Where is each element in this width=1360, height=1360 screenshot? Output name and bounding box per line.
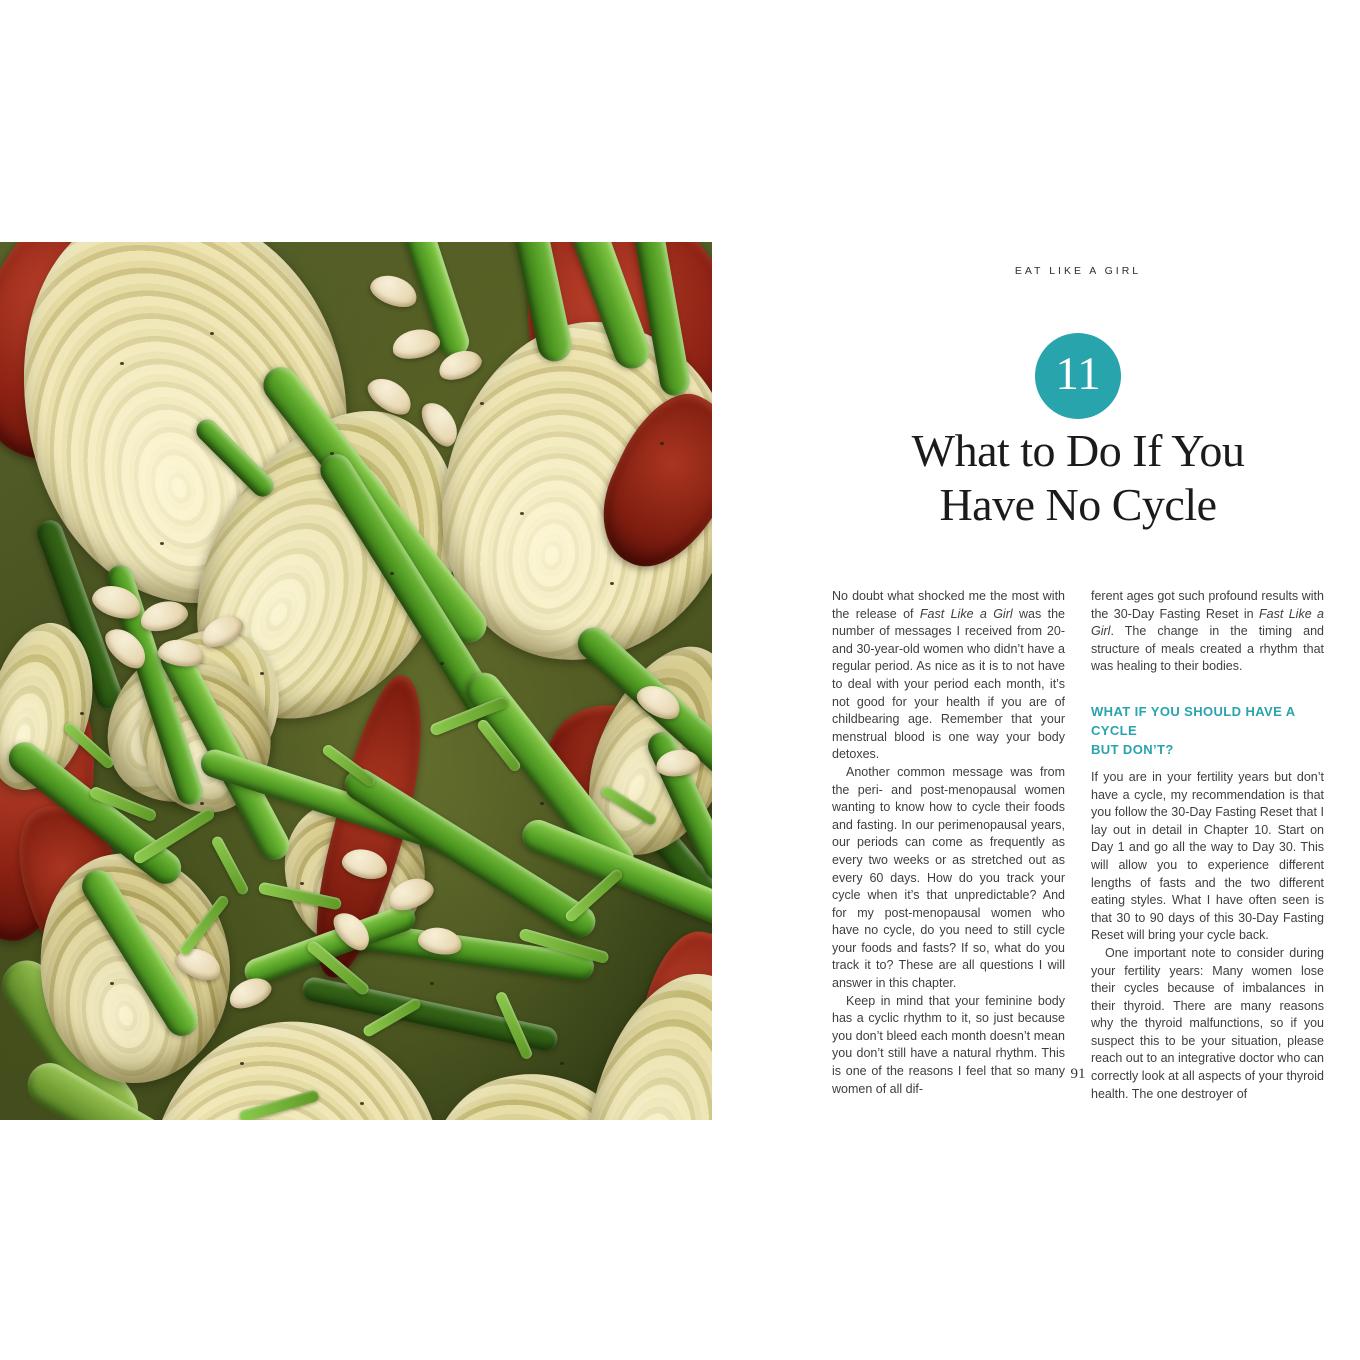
body-text-columns bbox=[832, 588, 1324, 1103]
paragraph bbox=[1091, 588, 1324, 676]
paragraph-text: . The change in the timing and structure of meals created a rhythm that was healing to their bodies. bbox=[1091, 624, 1324, 674]
pepper-speck bbox=[110, 982, 114, 985]
paragraph bbox=[832, 588, 1065, 764]
pepper-speck bbox=[520, 512, 524, 515]
chapter-title-line2: Have No Cycle bbox=[939, 479, 1217, 530]
pepper-speck bbox=[160, 542, 164, 545]
section-heading-line1: WHAT IF YOU SHOULD HAVE A CYCLE bbox=[1091, 703, 1296, 738]
paragraph: One important note to consider during your fertility years: Many women lose their cycles because of imbalances in their thyroid. There are many reasons why the thyroid malfunctions, so if you suspect this to be your situation, please reach out to an integrative doctor who can correctly look at all aspects of your thyroid health. The one destroyer of bbox=[1091, 945, 1324, 1101]
right-text-column bbox=[1091, 588, 1324, 1103]
paragraph-text: ferent ages got such profound results with the 30-Day Fasting Reset in bbox=[1091, 589, 1324, 621]
pepper-speck bbox=[480, 402, 484, 405]
chapter-title-line1: What to Do If You bbox=[911, 425, 1245, 476]
pepper-speck bbox=[660, 442, 664, 445]
book-title-italic: Fast Like a Girl bbox=[919, 606, 1013, 621]
pepper-speck bbox=[540, 802, 544, 805]
pepper-speck bbox=[360, 1102, 364, 1105]
page-number: 91 bbox=[1070, 1066, 1086, 1082]
pepper-speck bbox=[390, 572, 394, 575]
book-page bbox=[832, 0, 1324, 1360]
section-heading-line2: BUT DON’T? bbox=[1091, 741, 1174, 757]
left-text-column bbox=[832, 588, 1065, 1103]
pepper-speck bbox=[210, 332, 214, 335]
book-title-italic: Fast Like a Girl bbox=[1091, 606, 1324, 639]
paragraph-text: was the number of messages I received from 20- and 30-year-old women who didn’t have a regular period. As nice as it is to not have to deal with your period each month, it’s not good for your health if you are of childbearing age. Remember that your menstrual blood is one way your body detoxes. bbox=[832, 606, 1065, 762]
pepper-speck bbox=[80, 712, 84, 715]
paragraph: Another common message was from the peri- and post-menopausal women wanting to know how to cycle their foods and fasting. In our perimenopausal years, our periods can come as frequently as every two weeks or as stretched out as every 60 days. How do you track your cycle when it’s that unpredictable? And for my post-menopausal women who have no cycle, do you need to still cycle your foods and fasts? If so, what do you track it to? These are all questions I will answer in this chapter. bbox=[832, 764, 1065, 991]
paragraph-text: No doubt what shocked me the most with the release of bbox=[832, 589, 1065, 621]
paragraph: If you are in your fertility years but don’t have a cycle, my recommendation is that you follow the 30-Day Fasting Reset that I lay out in detail in Chapter 10. Start on Day 1 and go all the way to Day 30. This will allow you to experience different lengths of fasts and the two different eating styles. What I have often seen is that 30 to 90 days of this 30-Day Fasting Reset will bring your cycle back. bbox=[1091, 769, 1324, 943]
pepper-speck bbox=[260, 672, 264, 675]
salad-photo bbox=[0, 242, 712, 1120]
running-head: EAT LIKE A GIRL bbox=[1014, 265, 1142, 277]
pepper-speck bbox=[430, 982, 434, 985]
chapter-title bbox=[812, 424, 1344, 532]
pepper-speck bbox=[330, 452, 334, 455]
chapter-number: 11 bbox=[1055, 347, 1101, 400]
paragraph: Keep in mind that your feminine body has a cyclic rhythm to it, so just because you don’t bleed each month doesn’t mean you don’t still have a natural rhythm. This is one of the reasons I feel that so many women of all dif- bbox=[832, 993, 1065, 1096]
pepper-speck bbox=[560, 1062, 564, 1065]
pepper-speck bbox=[120, 362, 124, 365]
pepper-speck bbox=[440, 662, 444, 665]
pepper-speck bbox=[240, 1062, 244, 1065]
white-bean-shape bbox=[367, 270, 422, 313]
pepper-speck bbox=[300, 882, 304, 885]
chapter-number-badge bbox=[1035, 333, 1121, 419]
pepper-speck bbox=[610, 582, 614, 585]
section-heading bbox=[1091, 702, 1324, 759]
pepper-speck bbox=[200, 802, 204, 805]
basil-shred-shape bbox=[210, 835, 250, 897]
